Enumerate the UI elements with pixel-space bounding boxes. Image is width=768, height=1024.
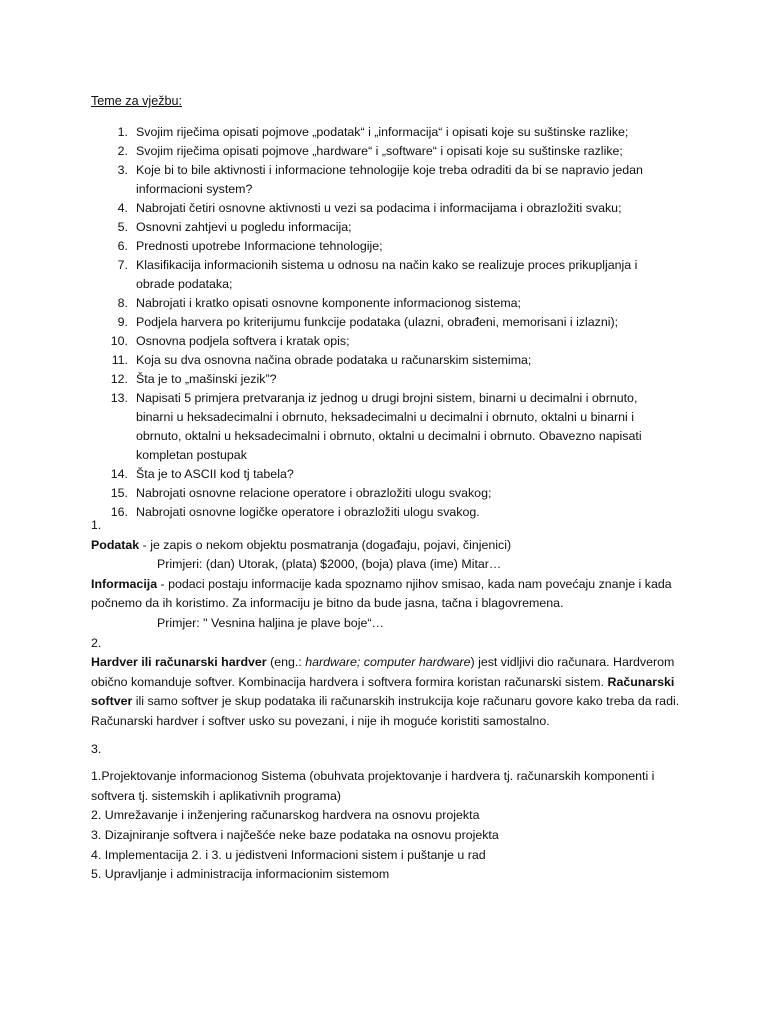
- topic-item: [108, 256, 668, 294]
- spacer: [91, 759, 681, 767]
- topic-item: [108, 465, 668, 484]
- topic-text: Koje bi to bile aktivnosti i informacione tehnologije koje treba odraditi da bi se napravio jedan informacioni system?: [136, 163, 643, 196]
- topic-number: 12.: [110, 372, 128, 386]
- section-3-label: 3.: [91, 741, 102, 756]
- step-item: 5. Upravljanje i administracija informacionim sistemom: [91, 867, 390, 882]
- step-item: 3. Dizajniranje softvera i najčešće neke baze podataka na osnovu projekta: [91, 827, 499, 842]
- topic-item: [108, 389, 668, 465]
- topic-number: 3.: [117, 163, 128, 177]
- topic-number: 11.: [111, 353, 128, 367]
- informacija-definition-text: - podaci postaju informacije kada spoznamo njihov smisao, kada nam povećaju znanje i kada počnemo da ih koristimo. Za informaciju je bitno da bude jasna, tačna i blagovremena.: [91, 576, 672, 611]
- step-item: 2. Umrežavanje i inženjering računarskog hardvera na osnovu projekta: [91, 808, 480, 823]
- topic-text: Nabrojati osnovne relacione operatore i obrazložiti ulogu svakog;: [136, 486, 492, 500]
- topic-item: [108, 218, 668, 237]
- section-1-label: 1.: [91, 518, 102, 532]
- hardver-paragraph: [91, 653, 681, 731]
- topic-item: [108, 237, 668, 256]
- informacija-example: Primjer: " Vesnina haljina je plave boje“…: [157, 615, 384, 630]
- topic-item: [108, 123, 668, 142]
- topic-number: 10.: [110, 334, 128, 348]
- topic-item: [108, 484, 668, 503]
- step-item: 4. Implementacija 2. i 3. u jedistveni Informacioni sistem i puštanje u rad: [91, 847, 486, 862]
- section-2-label: 2.: [91, 635, 102, 650]
- answers-section: [91, 516, 681, 885]
- topic-item: [108, 313, 668, 332]
- topic-text: Svojim riječima opisati pojmove „hardware“ i „software“ i opisati koje su suštinske razlike;: [136, 144, 623, 158]
- topic-text: Klasifikacija informacionih sistema u odnosu na način kako se realizuje proces prikupljanja i obrade podataka;: [136, 258, 638, 291]
- topic-number: 7.: [117, 258, 128, 272]
- topic-text: Nabrojati četiri osnovne aktivnosti u vezi sa podacima i informacijama i obrazložiti svaku;: [136, 201, 622, 215]
- topic-text: Podjela harvera po kriterijumu funkcije podataka (ulazni, obrađeni, memorisani i izlazni);: [136, 315, 619, 329]
- hardver-term: Hardver ili računarski hardver: [91, 655, 267, 670]
- topic-item: [108, 294, 668, 313]
- topic-item: [108, 142, 668, 161]
- informacija-term: Informacija: [91, 576, 158, 591]
- topic-text: Nabrojati i kratko opisati osnovne komponente informacionog sistema;: [136, 296, 521, 310]
- softver-description: ili samo softver je skup podataka ili računarskih instrukcija koje računaru govore kako treba da radi. Računarski hardver i softver usko su povezani, i nije ih moguće koristiti samostalno.: [91, 694, 680, 728]
- spacer: [91, 732, 681, 740]
- topic-item: [108, 351, 668, 370]
- topic-text: Šta je to „mašinski jezik”?: [136, 372, 277, 386]
- topic-item: [108, 332, 668, 351]
- podatak-definition: [91, 536, 681, 556]
- topic-number: 1.: [117, 125, 128, 139]
- topic-number: 13.: [110, 391, 128, 405]
- topic-number: 14.: [110, 467, 128, 481]
- hardver-eng-term: hardware; computer hardware: [305, 655, 471, 670]
- topic-number: 6.: [117, 239, 128, 253]
- topic-text: Koja su dva osnovna načina obrade podataka u računarskim sistemima;: [136, 353, 532, 367]
- topic-text: Šta je to ASCII kod tj tabela?: [136, 467, 294, 481]
- topic-number: 16.: [110, 505, 128, 519]
- hardver-eng-open: (eng.:: [266, 655, 306, 670]
- topic-number: 5.: [117, 220, 128, 234]
- topic-text: Svojim riječima opisati pojmove „podatak“ i „informacija“ i opisati koje su suštinske razlike;: [136, 125, 629, 139]
- topic-number: 15.: [110, 486, 128, 500]
- topic-text: Prednosti upotrebe Informacione tehnologije;: [136, 239, 383, 253]
- topic-item: [108, 370, 668, 389]
- topic-text: Osnovna podjela softvera i kratak opis;: [136, 334, 350, 348]
- topic-text: Osnovni zahtjevi u pogledu informacija;: [136, 220, 352, 234]
- topic-number: 4.: [117, 201, 128, 215]
- topics-list: [108, 123, 668, 522]
- topic-number: 2.: [117, 144, 128, 158]
- topic-number: 8.: [117, 296, 128, 310]
- podatak-term: Podatak: [91, 537, 140, 552]
- topic-item: [108, 161, 668, 199]
- softver-term: Računarski softver: [91, 674, 675, 709]
- informacija-definition: [91, 575, 681, 614]
- hardver-description: ) jest vidljivi dio računara. Hardverom obično komanduje softver. Kombinacija hardvera i softvera formira koristan računarski sistem.: [91, 655, 675, 689]
- podatak-example: Primjeri: (dan) Utorak, (plata) $2000, (boja) plava (ime) Mitar…: [157, 557, 502, 572]
- podatak-definition-text: - je zapis o nekom objektu posmatranja (događaju, pojavi, činjenici): [139, 537, 512, 552]
- topic-item: [108, 199, 668, 218]
- topic-number: 9.: [117, 315, 128, 329]
- topic-text: Nabrojati osnovne logičke operatore i obrazložiti ulogu svakog.: [136, 505, 480, 519]
- topic-text: Napisati 5 primjera pretvaranja iz jednog u drugi brojni sistem, binarni u decimalni i obrnuto, binarni u heksadecimalni i obrnuto, heksadecimalni u decimalni i obrnuto, oktalni u binarni i obrnuto, oktalni u heksadecimalni i obrnuto, oktalni u decimalni i obrnuto. Obavezno napisati kompletan postupak: [136, 391, 642, 462]
- step-item: 1.Projektovanje informacionog Sistema (obuhvata projektovanje i hardvera tj. računarskih komponenti i softvera tj. sistemskih i aplikativnih programa): [91, 769, 655, 803]
- exercise-topics-heading: Teme za vježbu:: [91, 94, 182, 108]
